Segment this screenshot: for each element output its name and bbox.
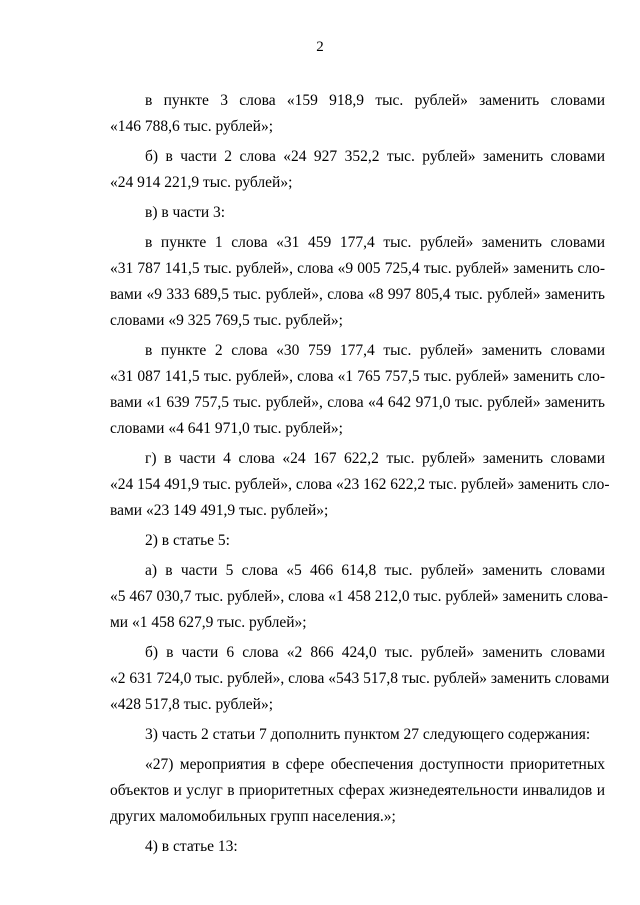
paragraph-line: «5 467 030,7 тыс. рублей», слова «1 458 212,0 тыс. рублей» заменить слова- xyxy=(110,588,609,605)
paragraph-line: «31 787 141,5 тыс. рублей», слова «9 005 725,4 тыс. рублей» заменить сло- xyxy=(110,260,605,277)
paragraph xyxy=(110,88,605,140)
paragraph xyxy=(110,528,605,554)
paragraph-line: в пункте 3 слова «159 918,9 тыс. рублей» заменить словами xyxy=(145,92,605,109)
paragraph-line: б) в части 6 слова «2 866 424,0 тыс. рублей» заменить словами xyxy=(145,644,605,661)
paragraph-line: объектов и услуг в приоритетных сферах жизнедеятельности инвалидов и xyxy=(110,782,605,799)
paragraph-line: «428 517,8 тыс. рублей»; xyxy=(110,696,273,713)
paragraph-line: б) в части 2 слова «24 927 352,2 тыс. рублей» заменить словами xyxy=(145,148,605,165)
paragraph-line: вами «23 149 491,9 тыс. рублей»; xyxy=(110,502,329,519)
paragraph-line: 2) в статье 5: xyxy=(145,532,230,549)
paragraph-line: г) в части 4 слова «24 167 622,2 тыс. рублей» заменить словами xyxy=(145,450,605,467)
paragraph-line: 3) часть 2 статьи 7 дополнить пунктом 27 следующего содержания: xyxy=(145,726,591,743)
paragraph-line: а) в части 5 слова «5 466 614,8 тыс. рублей» заменить словами xyxy=(145,562,605,579)
paragraph-line: «31 087 141,5 тыс. рублей», слова «1 765 757,5 тыс. рублей» заменить сло- xyxy=(110,368,605,385)
paragraph-line: «27) мероприятия в сфере обеспечения доступности приоритетных xyxy=(145,756,605,773)
paragraph xyxy=(110,144,605,196)
paragraph xyxy=(110,558,609,636)
document-body xyxy=(110,88,610,864)
paragraph-line: в) в части 3: xyxy=(145,204,226,221)
paragraph-line: в пункте 2 слова «30 759 177,4 тыс. рублей» заменить словами xyxy=(145,342,605,359)
paragraph-line: в пункте 1 слова «31 459 177,4 тыс. рублей» заменить словами xyxy=(145,234,605,251)
paragraph-line: вами «9 333 689,5 тыс. рублей», слова «8 997 805,4 тыс. рублей» заменить xyxy=(110,286,605,303)
paragraph-line: вами «1 639 757,5 тыс. рублей», слова «4 642 971,0 тыс. рублей» заменить xyxy=(110,394,605,411)
paragraph xyxy=(110,338,605,442)
paragraph-line: словами «4 641 971,0 тыс. рублей»; xyxy=(110,420,343,437)
paragraph-line: других маломобильных групп населения.»; xyxy=(110,808,396,825)
paragraph xyxy=(110,752,605,830)
paragraph-line: «24 914 221,9 тыс. рублей»; xyxy=(110,174,293,191)
paragraph-line: «146 788,6 тыс. рублей»; xyxy=(110,118,273,135)
paragraph-line: словами «9 325 769,5 тыс. рублей»; xyxy=(110,312,343,329)
paragraph xyxy=(110,834,605,860)
page-number: 2 xyxy=(316,39,324,55)
paragraph xyxy=(110,446,610,524)
paragraph xyxy=(110,200,605,226)
paragraph xyxy=(110,230,605,334)
paragraph xyxy=(110,640,610,718)
paragraph-line: 4) в статье 13: xyxy=(145,838,238,855)
paragraph-line: «24 154 491,9 тыс. рублей», слова «23 162 622,2 тыс. рублей» заменить сло- xyxy=(110,476,610,493)
paragraph-line: «2 631 724,0 тыс. рублей», слова «543 517,8 тыс. рублей» заменить словами xyxy=(110,670,610,687)
paragraph-line: ми «1 458 627,9 тыс. рублей»; xyxy=(110,614,307,631)
paragraph xyxy=(110,722,605,748)
